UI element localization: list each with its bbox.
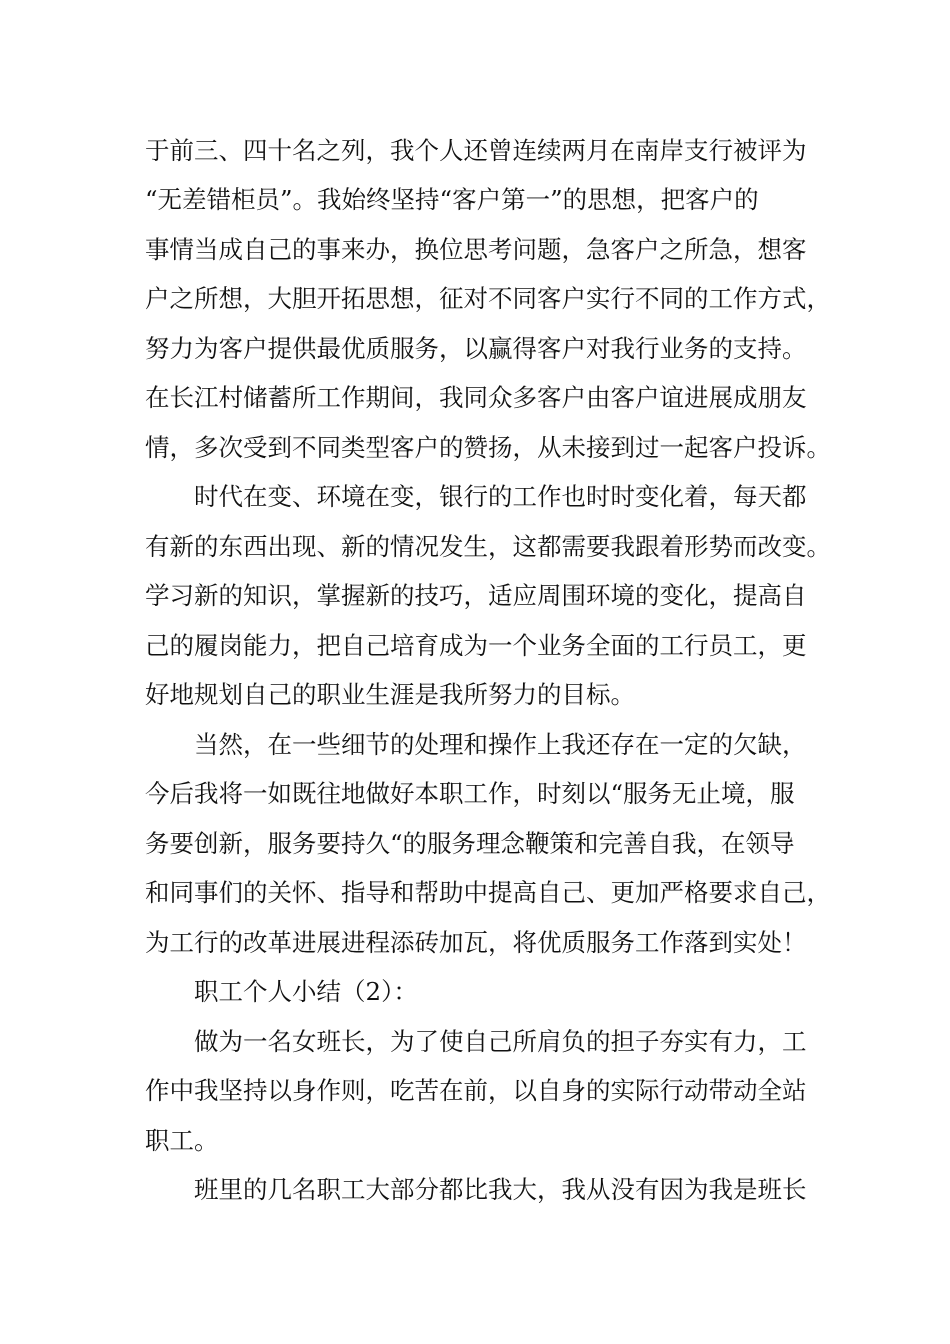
text-line: 己的履岗能力，把自己培育成为一个业务全面的工行员工，更	[145, 631, 807, 660]
text-line: 和同事们的关怀、指导和帮助中提高自己、更加严格要求自己，	[145, 878, 831, 907]
text-line: 情，多次受到不同类型客户的赞扬，从未接到过一起客户投诉。	[145, 433, 831, 462]
text-line: 作中我坚持以身作则，吃苦在前，以自身的实际行动带动全站	[145, 1076, 807, 1105]
text-line: 在长江村储蓄所工作期间，我同众多客户由客户谊进展成朋友	[145, 383, 807, 412]
text-line: 努力为客户提供最优质服务，以赢得客户对我行业务的支持。	[145, 334, 807, 363]
text-line: 好地规划自己的职业生涯是我所努力的目标。	[145, 680, 635, 709]
text-line: 为工行的改革进展进程添砖加瓦，将优质服务工作落到实处！	[145, 928, 807, 957]
text-line: 于前三、四十名之列，我个人还曾连续两月在南岸支行被评为	[145, 136, 807, 165]
text-line: 有新的东西出现、新的情况发生，这都需要我跟着形势而改变。	[145, 532, 831, 561]
text-line: 职工。	[145, 1126, 219, 1155]
text-line: 学习新的知识，掌握新的技巧，适应周围环境的变化，提高自	[145, 581, 807, 610]
text-line: 事情当成自己的事来办，换位思考问题，急客户之所急，想客	[145, 235, 807, 264]
text-line: “无差错柜员”。我始终坚持“客户第一”的思想，把客户的	[145, 185, 759, 214]
paragraph-start-line: 班里的几名职工大部分都比我大，我从没有因为我是班长	[194, 1175, 807, 1204]
paragraph-start-line: 当然，在一些细节的处理和操作上我还存在一定的欠缺，	[194, 730, 807, 759]
text-line: 务要创新，服务要持久“的服务理念鞭策和完善自我，在领导	[145, 829, 795, 858]
paragraph-start-line: 时代在变、环境在变，银行的工作也时时变化着，每天都	[194, 482, 807, 511]
section-heading: 职工个人小结（2）：	[194, 977, 418, 1006]
paragraph-start-line: 做为一名女班长，为了使自己所肩负的担子夯实有力，工	[194, 1027, 807, 1056]
text-line: 今后我将一如既往地做好本职工作，时刻以“服务无止境，服	[145, 779, 795, 808]
text-line: 户之所想，大胆开拓思想，征对不同客户实行不同的工作方式，	[145, 284, 831, 313]
